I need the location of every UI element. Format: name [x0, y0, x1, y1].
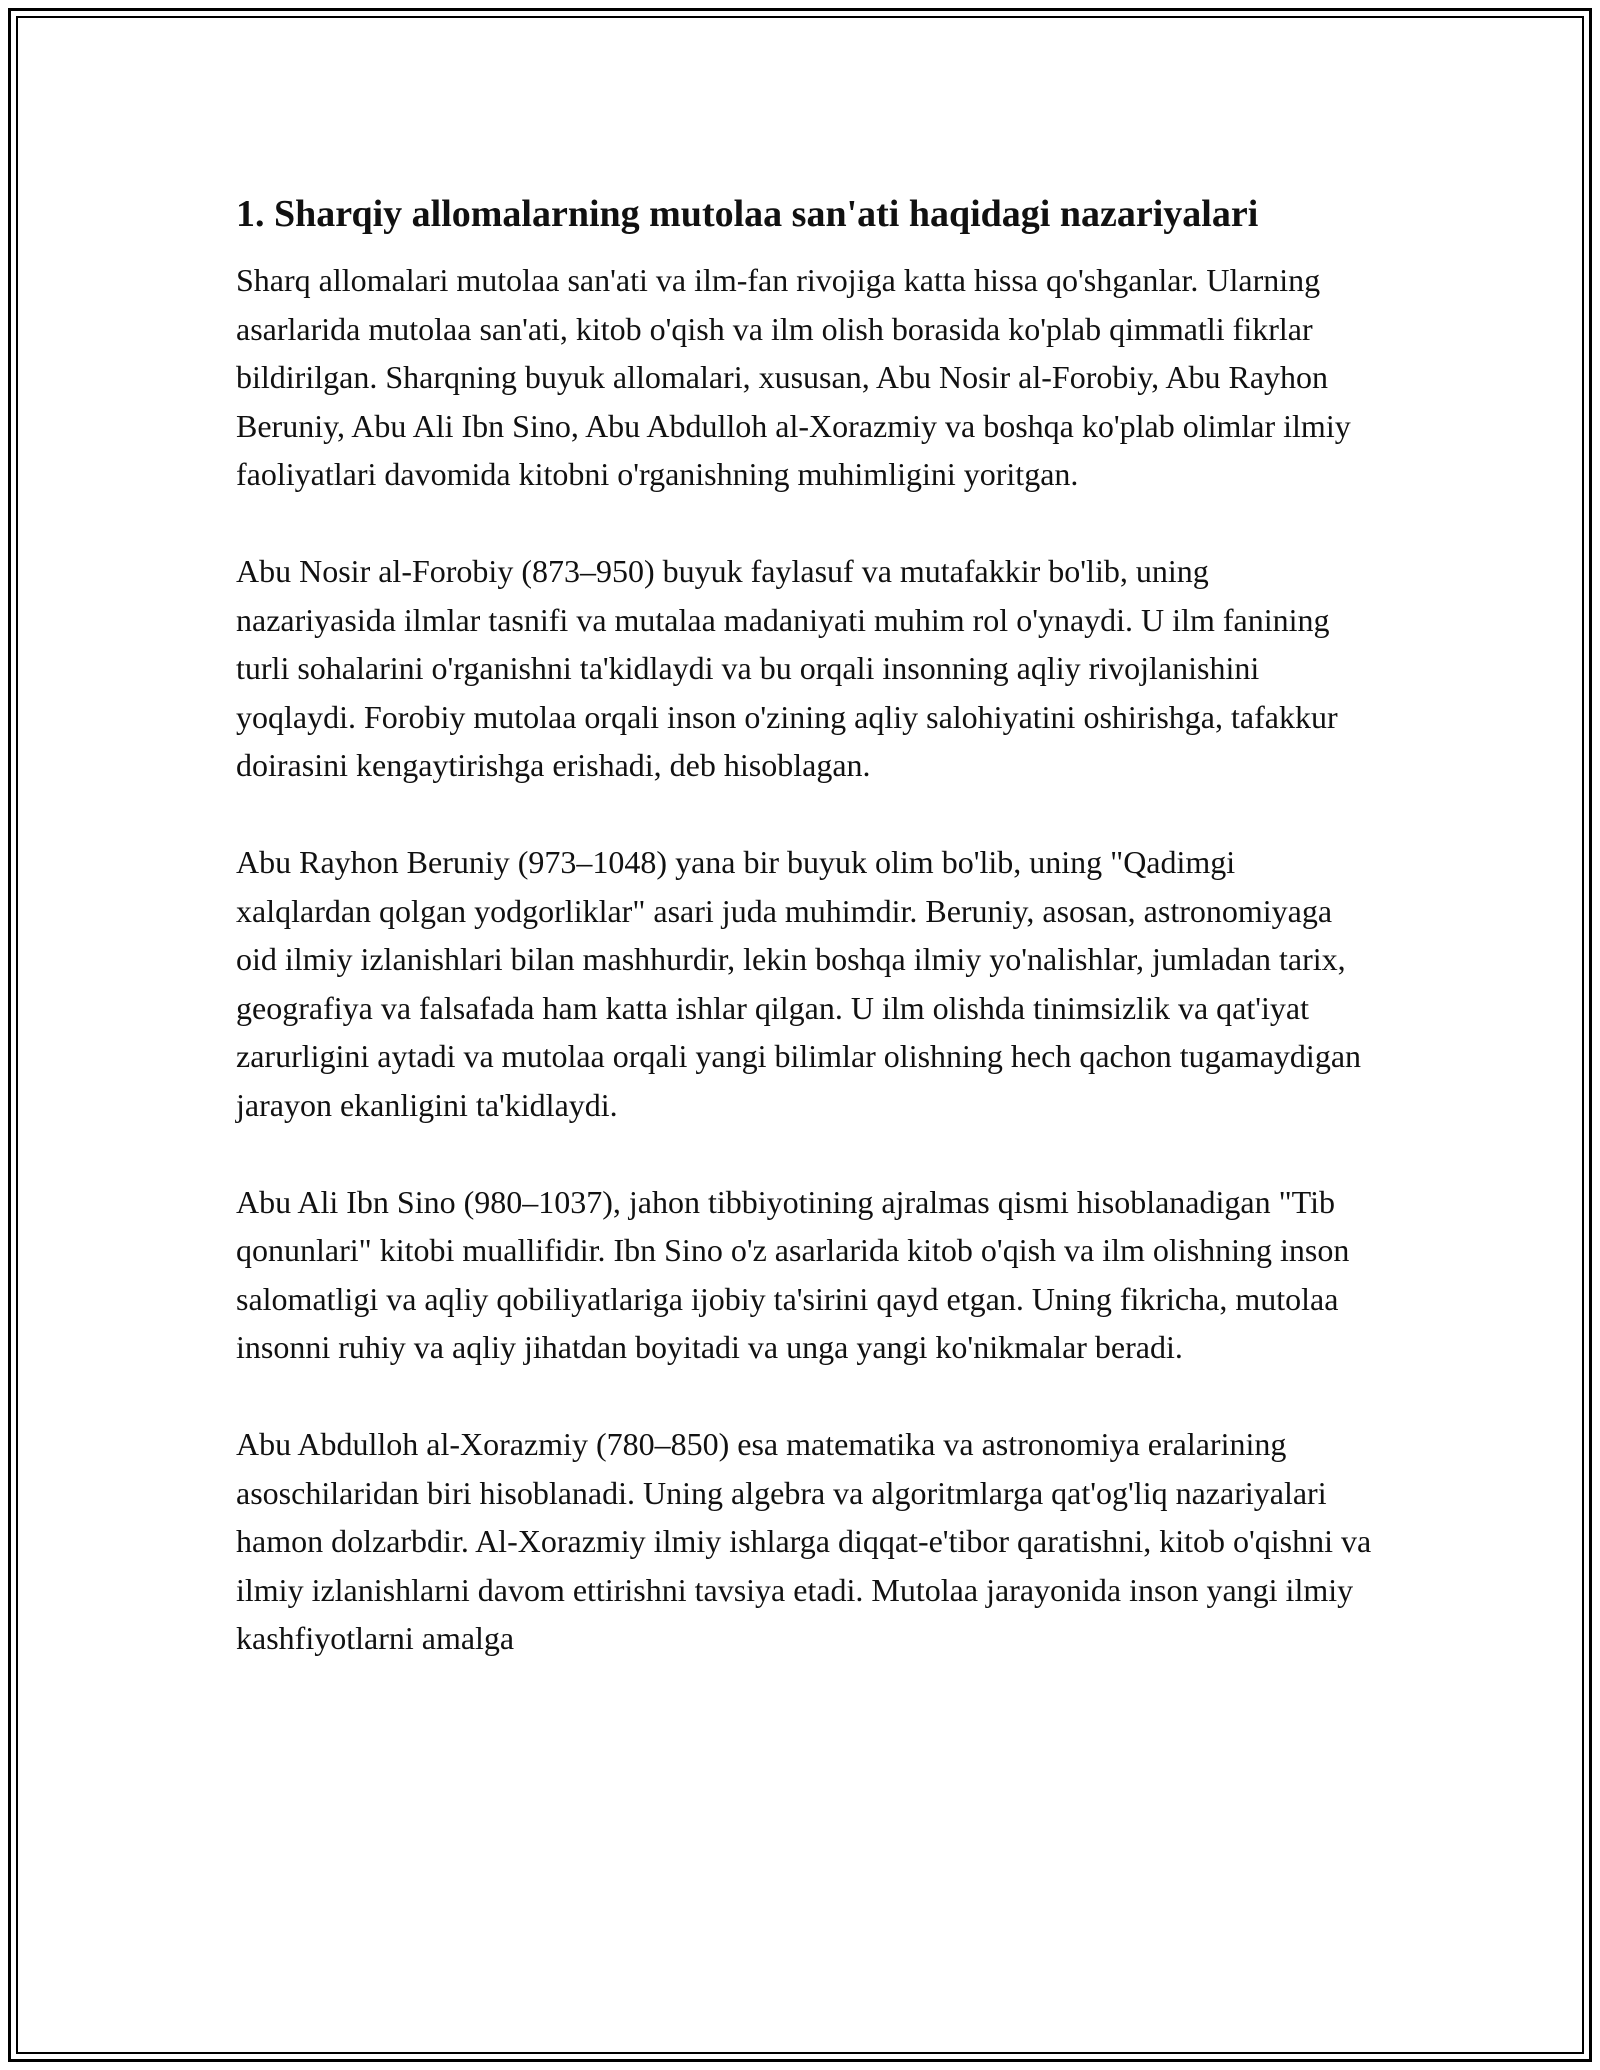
document-body: [236, 184, 1376, 1663]
paragraph-beruniy: Abu Rayhon Beruniy (973–1048) yana bir buyuk olim bo'lib, uning "Qadimgi xalqlardan qolgan yodgorliklar" asari juda muhimdir. Beruniy, asosan, astronomiyaga oid ilmiy izlanishlari bilan mashhurdir, lekin boshqa ilmiy yo'nalishlar, jumladan tarix, geografiya va falsafada ham katta ishlar qilgan. U ilm olishda tinimsizlik va qat'iyat zarurligini aytadi va mutolaa orqali yangi bilimlar olishning hech qachon tugamaydigan jarayon ekanligini ta'kidlaydi.: [236, 844, 1362, 1123]
paragraph-intro: Sharq allomalari mutolaa san'ati va ilm-fan rivojiga katta hissa qo'shganlar. Ularning asarlarida mutolaa san'ati, kitob o'qish va ilm olish borasida ko'plab qimmatli fikrlar bildirilgan. Sharqning buyuk allomalari, xususan, Abu Nosir al-Forobiy, Abu Rayhon Beruniy, Abu Ali Ibn Sino, Abu Abdulloh al-Xorazmiy va boshqa ko'plab olimlar ilmiy faoliyatlari davomida kitobni o'rganishning muhimligini yoritgan.: [236, 262, 1351, 492]
section-heading: 1. Sharqiy allomalarning mutolaa san'ati haqidagi nazariyalari: [236, 193, 1259, 235]
paragraph-forobiy: Abu Nosir al-Forobiy (873–950) buyuk faylasuf va mutafakkir bo'lib, uning nazariyasida ilmlar tasnifi va mutalaa madaniyati muhim rol o'ynaydi. U ilm fanining turli sohalarini o'rganishni ta'kidlaydi va bu orqali insonning aqliy rivojlanishini yoqlaydi. Forobiy mutolaa orqali inson o'zining aqliy salohiyatini oshirishga, tafakkur doirasini kengaytirishga erishadi, deb hisoblagan.: [236, 553, 1338, 783]
paragraph-xorazmiy: Abu Abdulloh al-Xorazmiy (780–850) esa matematika va astronomiya eralarining asoschilaridan biri hisoblanadi. Uning algebra va algoritmlarga qat'og'liq nazariyalari hamon dolzarbdir. Al-Xorazmiy ilmiy ishlarga diqqat-e'tibor qaratishni, kitob o'qishni va ilmiy izlanishlarni davom ettirishni tavsiya etadi. Mutolaa jarayonida inson yangi ilmiy kashfiyotlarni amalga: [236, 1426, 1372, 1656]
paragraph-ibn-sino: Abu Ali Ibn Sino (980–1037), jahon tibbiyotining ajralmas qismi hisoblanadigan "Tib qonunlari" kitobi muallifidir. Ibn Sino o'z asarlarida kitob o'qish va ilm olishning inson salomatligi va aqliy qobiliyatlariga ijobiy ta'sirini qayd etgan. Uning fikricha, mutolaa insonni ruhiy va aqliy jihatdan boyitadi va unga yangi ko'nikmalar beradi.: [236, 1183, 1350, 1365]
